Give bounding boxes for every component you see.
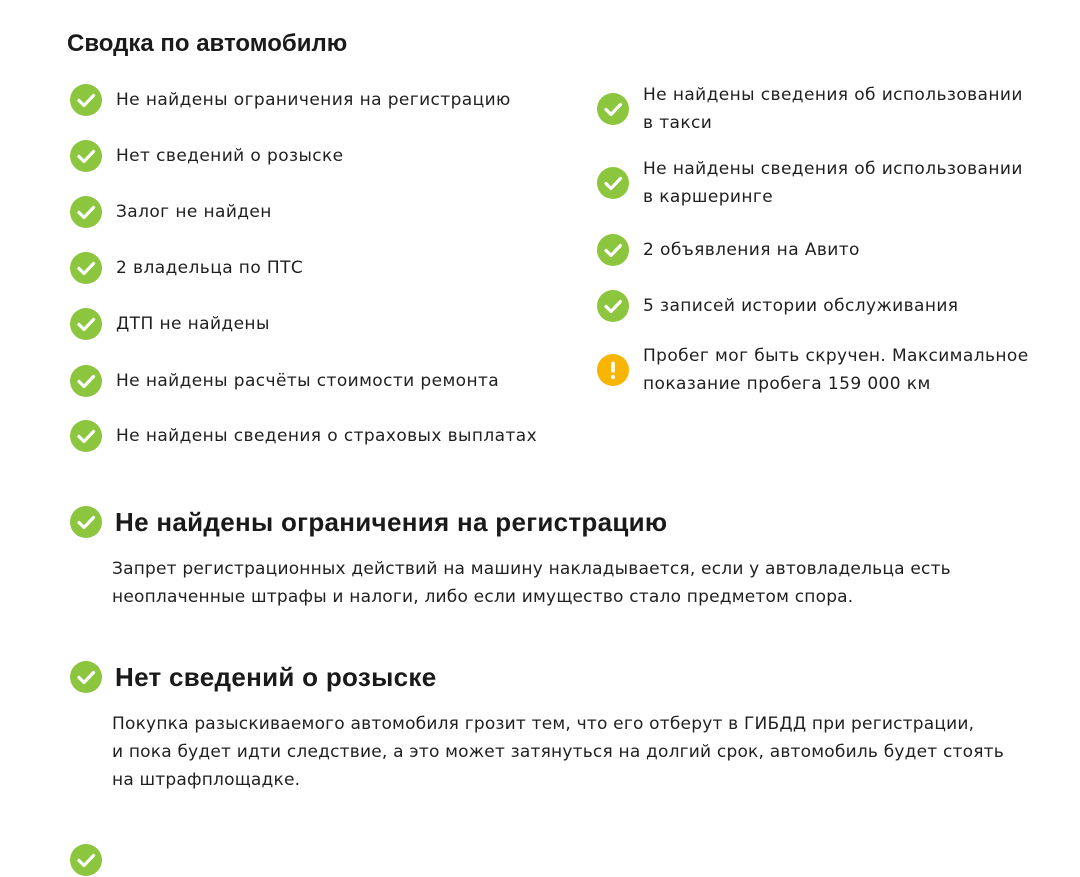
section-header	[70, 660, 1050, 694]
section-title: Нет сведений о розыске	[115, 662, 437, 692]
check-circle-icon	[70, 252, 102, 284]
check-circle-icon	[597, 167, 629, 199]
section-description	[70, 555, 1052, 611]
check-circle-icon	[70, 844, 102, 876]
summary-item-label: 2 владельца по ПТС	[116, 258, 304, 278]
summary-item-label: Залог не найден	[116, 202, 272, 222]
check-circle-icon	[597, 290, 629, 322]
summary-item-taxi	[597, 81, 1057, 137]
section-line: Покупка разыскиваемого автомобиля грозит тем, что его отберут в ГИБДД при регистрации,	[112, 714, 975, 734]
summary-item-label	[643, 342, 1029, 398]
summary-item-mileage	[597, 342, 1057, 398]
summary-item-registration	[70, 84, 570, 116]
summary-item-line: Не найдены сведения об использовании	[643, 85, 1023, 105]
summary-item-insurance-payments	[70, 420, 570, 452]
summary-item-label: 2 объявления на Авито	[643, 240, 860, 260]
summary-item-pledge	[70, 196, 570, 228]
section-next-partial	[70, 843, 1050, 877]
check-circle-icon	[70, 661, 102, 693]
section-header	[70, 843, 1050, 877]
section-line: и пока будет идти следствие, а это может затянуться на долгий срок, автомобиль будет стоять	[112, 742, 1004, 762]
section-description	[70, 710, 1052, 794]
summary-item-label: Не найдены расчёты стоимости ремонта	[116, 371, 500, 391]
section-line: Запрет регистрационных действий на машину накладывается, если у автовладельца есть	[112, 559, 951, 579]
check-circle-icon	[70, 140, 102, 172]
check-circle-icon	[70, 196, 102, 228]
section-registration	[70, 505, 1050, 611]
summary-item-wanted	[70, 140, 570, 172]
check-circle-icon	[70, 365, 102, 397]
section-header	[70, 505, 1050, 539]
check-circle-icon	[70, 420, 102, 452]
summary-item-line: в такси	[643, 113, 713, 133]
summary-item-label: ДТП не найдены	[116, 314, 270, 334]
summary-item-owners	[70, 252, 570, 284]
summary-item-label: 5 записей истории обслуживания	[643, 296, 959, 316]
summary-item-label	[643, 81, 1023, 137]
check-circle-icon	[70, 308, 102, 340]
summary-item-label: Не найдены сведения о страховых выплатах	[116, 426, 538, 446]
section-line: неоплаченные штрафы и налоги, либо если имущество стало предметом спора.	[112, 587, 854, 607]
page-title: Сводка по автомобилю	[67, 30, 348, 57]
summary-item-label: Нет сведений о розыске	[116, 146, 344, 166]
check-circle-icon	[597, 93, 629, 125]
summary-item-accidents	[70, 308, 570, 340]
summary-item-avito	[597, 234, 1057, 266]
section-title: Не найдены ограничения на регистрацию	[115, 507, 668, 537]
summary-item-line: в каршеринге	[643, 187, 774, 207]
check-circle-icon	[70, 84, 102, 116]
section-line: на штрафплощадке.	[112, 770, 301, 790]
check-circle-icon	[70, 506, 102, 538]
summary-item-carsharing	[597, 155, 1057, 211]
summary-item-line: Пробег мог быть скручен. Максимальное	[643, 346, 1029, 366]
summary-item-line: Не найдены сведения об использовании	[643, 159, 1023, 179]
summary-item-line: показание пробега 159 000 км	[643, 374, 931, 394]
summary-item-label	[643, 155, 1023, 211]
summary-item-service-history	[597, 290, 1057, 322]
summary-item-repair-estimates	[70, 365, 570, 397]
section-wanted	[70, 660, 1050, 794]
check-circle-icon	[597, 234, 629, 266]
exclamation-circle-icon	[597, 354, 629, 386]
summary-item-label: Не найдены ограничения на регистрацию	[116, 90, 511, 110]
